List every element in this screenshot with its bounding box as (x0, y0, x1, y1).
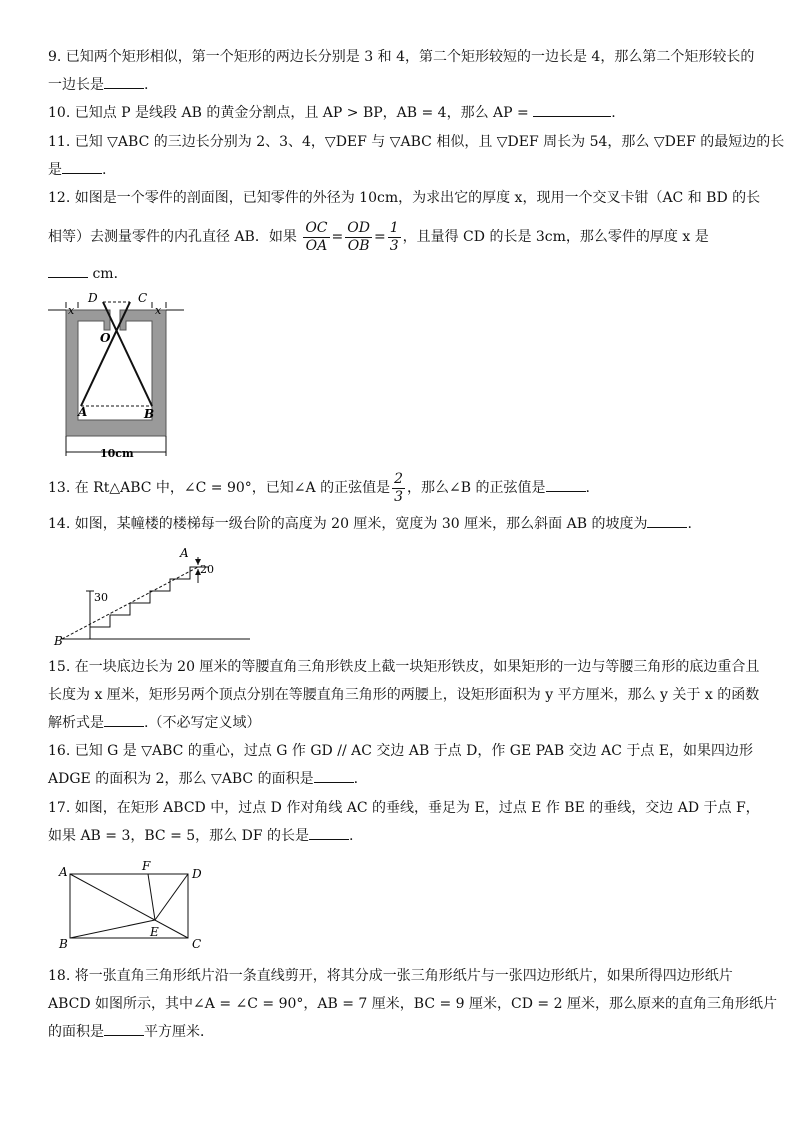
q12-line2a: 相等）去测量零件的内孔直径 AB．如果 (48, 229, 297, 245)
q10-text: 10. 已知点 P 是线段 AB 的黄金分割点，且 AP > BP，AB = 4，那么 AP = (48, 105, 529, 121)
q18-line1: 18. 将一张直角三角形纸片沿一条直线剪开，将其分成一张三角形纸片与一张四边形纸片，如果所得四边形纸片 (48, 968, 733, 984)
q14-text: 14. 如图，某幢楼的楼梯每一级台阶的高度为 20 厘米，宽度为 30 厘米，那么斜面 AB 的坡度为 (48, 516, 648, 532)
q13-frac (392, 471, 405, 506)
q12-line3 (48, 263, 128, 285)
q17-line1: 17. 如图，在矩形 ABCD 中，过点 D 作对角线 AC 的垂线，垂足为 E，过点 E 作 BE 的垂线，交边 AD 于点 F， (48, 800, 760, 816)
fig12-label-x2: x (155, 304, 162, 317)
q12-frac-oc-oa (303, 220, 329, 255)
fig14-label-w: 30 (94, 591, 108, 604)
q10-blank (533, 102, 611, 117)
fig17-label-e: E (150, 925, 159, 939)
q11-blank (62, 159, 102, 174)
q12-line2: 相等）去测量零件的内孔直径 AB．如果 $\frac{OC}{OA}$ = $\frac{OD}{OB}$ = $\frac{1}{3}$ ，且量得 CD 的长是 3cm，那么零件的厚度 x 是 (48, 219, 709, 254)
q13-frac-den: 3 (394, 488, 404, 505)
q13-a: 13. 在 Rt△ABC 中，∠C = 90°，已知∠A 的正弦值是 (48, 480, 391, 496)
q9-line2-text: 一边长是 (48, 77, 104, 93)
q17-figure (56, 858, 212, 952)
q9-end: . (144, 77, 149, 93)
fig17-label-d: D (192, 867, 202, 881)
q16-line2-text: ADGE 的面积为 2，那么 ▽ABC 的面积是 (48, 771, 314, 787)
q9-line2 (48, 74, 148, 96)
q16-line2 (48, 768, 358, 790)
fig12-label-x1: x (68, 304, 75, 317)
q17-line2-text: 如果 AB = 3，BC = 5，那么 DF 的长是 (48, 828, 310, 844)
q14-blank (647, 513, 687, 528)
q11-line1: 11. 已知 ▽ABC 的三边长分别为 2、3、4，▽DEF 与 ▽ABC 相似，且 ▽DEF 周长为 54，那么 ▽DEF 的最短边的长 (48, 134, 785, 150)
q12-frac1-den: OA (305, 237, 328, 254)
fig14-label-h: 20 (200, 563, 214, 576)
q12-frac-od-ob (345, 220, 372, 255)
q15-line3b: .（不必写定义域） (144, 715, 261, 731)
q9-blank (104, 74, 144, 89)
fig17-label-a: A (59, 865, 68, 879)
fig12-label-b: B (144, 407, 155, 421)
q16-end: . (353, 771, 359, 787)
q12-line3-text: cm． (92, 266, 128, 282)
q15-line1: 15. 在一块底边长为 20 厘米的等腰直角三角形铁皮上截一块矩形铁皮，如果矩形的一边与等腰三角形的底边重合且 (48, 659, 760, 675)
fig12-label-c: C (138, 291, 148, 305)
q12-frac2-num: OD (347, 219, 370, 236)
q18-blank (104, 1021, 144, 1036)
q15-blank (104, 712, 144, 727)
fig17-label-f: F (142, 859, 151, 873)
q13-line (48, 470, 590, 506)
fig17-label-c: C (192, 937, 202, 951)
q10-line (48, 102, 616, 124)
q14-end: . (687, 516, 692, 532)
q13-blank (546, 477, 586, 492)
q14-line (48, 513, 692, 535)
fig12-label-a: A (78, 405, 88, 419)
q11-line2 (48, 159, 106, 181)
q12-frac3-num: 1 (389, 219, 399, 236)
q12-frac-1-3 (388, 220, 401, 255)
q13-end: . (585, 480, 590, 496)
q12-figure (48, 290, 188, 462)
q12-frac2-den: OB (347, 237, 370, 254)
q11-line2-text: 是 (48, 162, 62, 178)
q17-blank (309, 825, 349, 840)
fig12-label-o: O (100, 331, 111, 345)
q18-line3-text: 的面积是 (48, 1024, 104, 1040)
q16-blank (314, 768, 354, 783)
q18-line3b: 平方厘米． (144, 1024, 214, 1040)
q9-line1: 9. 已知两个矩形相似，第一个矩形的两边长分别是 3 和 4，第二个矩形较短的一边长是 4，那么第二个矩形较长的 (48, 49, 755, 65)
q14-figure (50, 543, 260, 647)
fig17-label-b: B (59, 937, 68, 951)
fig12-label-width: 10cm (100, 447, 134, 460)
q12-frac1-num: OC (305, 219, 328, 236)
q11-end: . (102, 162, 107, 178)
q10-end: . (611, 105, 616, 121)
q13-b: ，那么∠B 的正弦值是 (407, 480, 546, 496)
q15-line2: 长度为 x 厘米，矩形另两个顶点分别在等腰直角三角形的两腰上，设矩形面积为 y 平方厘米，那么 y 关于 x 的函数 (48, 687, 760, 703)
q12-blank (48, 263, 88, 278)
q15-line3-text: 解析式是 (48, 715, 104, 731)
fig12-label-d: D (88, 291, 98, 305)
q18-line2: ABCD 如图所示，其中∠A = ∠C = 90°，AB = 7 厘米，BC = 9 厘米，CD = 2 厘米，那么原来的直角三角形纸片 (48, 996, 777, 1012)
q17-line2 (48, 825, 353, 847)
fig14-label-b: B (54, 634, 63, 647)
q12-line1: 12. 如图是一个零件的剖面图，已知零件的外径为 10cm，为求出它的厚度 x，现用一个交叉卡钳（AC 和 BD 的长 (48, 190, 761, 206)
fig14-label-a: A (180, 546, 189, 560)
q18-line3 (48, 1021, 214, 1043)
q13-frac-num: 2 (394, 470, 404, 487)
q17-end: . (349, 828, 354, 844)
q12-frac3-den: 3 (389, 237, 399, 254)
q15-line3 (48, 712, 260, 734)
q12-line2b: ，且量得 CD 的长是 3cm，那么零件的厚度 x 是 (402, 229, 709, 245)
q16-line1: 16. 已知 G 是 ▽ABC 的重心，过点 G 作 GD // AC 交边 AB 于点 D，作 GE PAB 交边 AC 于点 E，如果四边形 (48, 743, 754, 759)
